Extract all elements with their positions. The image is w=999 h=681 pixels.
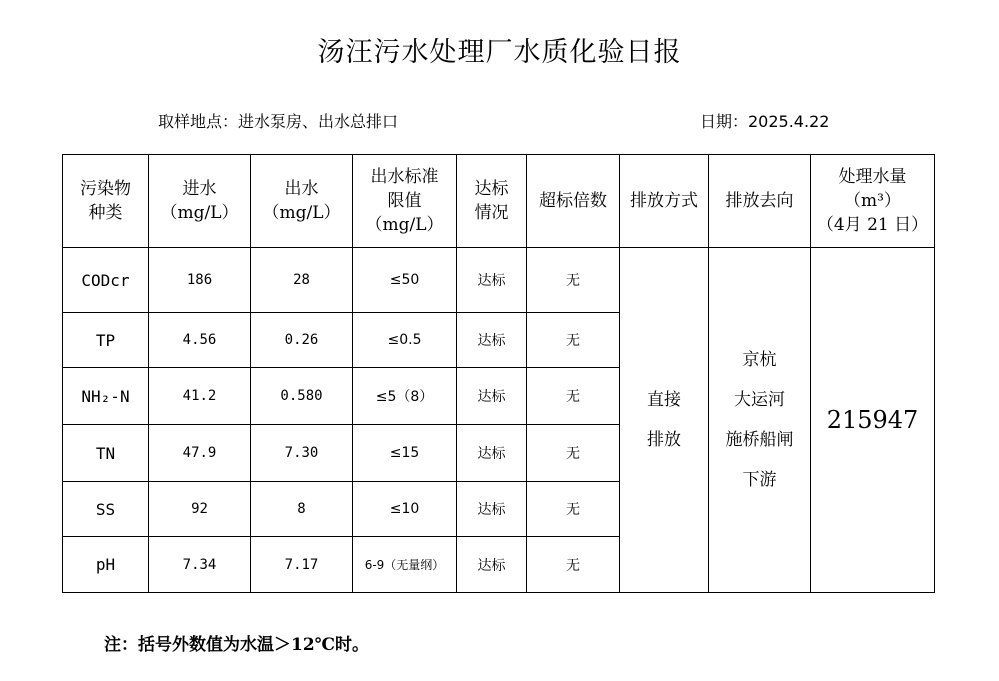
inflow-cell: 186	[149, 248, 251, 313]
outflow-cell: 28	[251, 248, 353, 313]
param-cell: NH₂-N	[63, 368, 149, 425]
discharge-method-cell: 直接 排放	[620, 248, 709, 593]
limit-cell: ≤5（8）	[353, 368, 457, 425]
discharge-dest-cell: 京杭 大运河 施桥船闸 下游	[709, 248, 811, 593]
header-inflow: 进水 （mg/L）	[149, 155, 251, 248]
status-cell: 达标	[457, 425, 527, 482]
header-compliance: 达标 情况	[457, 155, 527, 248]
exceed-cell: 无	[527, 313, 620, 368]
exceed-cell: 无	[527, 425, 620, 482]
exceed-cell: 无	[527, 482, 620, 537]
header-pollutant: 污染物 种类	[63, 155, 149, 248]
limit-cell: ≤10	[353, 482, 457, 537]
exceed-cell: 无	[527, 248, 620, 313]
header-row	[63, 155, 935, 248]
outflow-cell: 0.26	[251, 313, 353, 368]
inflow-cell: 92	[149, 482, 251, 537]
param-cell: TP	[63, 313, 149, 368]
table-row	[63, 248, 935, 313]
outflow-cell: 7.17	[251, 537, 353, 593]
exceed-cell: 无	[527, 537, 620, 593]
limit-cell: ≤15	[353, 425, 457, 482]
outflow-cell: 8	[251, 482, 353, 537]
inflow-cell: 47.9	[149, 425, 251, 482]
limit-cell: 6-9（无量纲）	[353, 537, 457, 593]
limit-cell: ≤0.5	[353, 313, 457, 368]
header-limit: 出水标准 限值 （mg/L）	[353, 155, 457, 248]
param-cell: pH	[63, 537, 149, 593]
status-cell: 达标	[457, 313, 527, 368]
inflow-cell: 7.34	[149, 537, 251, 593]
exceed-cell: 无	[527, 368, 620, 425]
header-discharge-method: 排放方式	[620, 155, 709, 248]
sample-location: 取样地点：进水泵房、出水总排口	[158, 112, 399, 131]
volume-cell: 215947	[811, 248, 935, 593]
inflow-cell: 41.2	[149, 368, 251, 425]
status-cell: 达标	[457, 482, 527, 537]
water-quality-table	[62, 154, 935, 593]
status-cell: 达标	[457, 368, 527, 425]
footnote: 注：括号外数值为水温＞12℃时。	[104, 635, 370, 655]
param-cell: CODcr	[63, 248, 149, 313]
status-cell: 达标	[457, 537, 527, 593]
param-cell: SS	[63, 482, 149, 537]
outflow-cell: 7.30	[251, 425, 353, 482]
status-cell: 达标	[457, 248, 527, 313]
header-exceed: 超标倍数	[527, 155, 620, 248]
header-discharge-dest: 排放去向	[709, 155, 811, 248]
report-title: 汤汪污水处理厂水质化验日报	[317, 37, 682, 68]
report-date: 日期：2025.4.22	[700, 112, 830, 131]
limit-cell: ≤50	[353, 248, 457, 313]
inflow-cell: 4.56	[149, 313, 251, 368]
header-volume: 处理水量 （m³） （4月 21 日）	[811, 155, 935, 248]
param-cell: TN	[63, 425, 149, 482]
header-outflow: 出水 （mg/L）	[251, 155, 353, 248]
outflow-cell: 0.580	[251, 368, 353, 425]
